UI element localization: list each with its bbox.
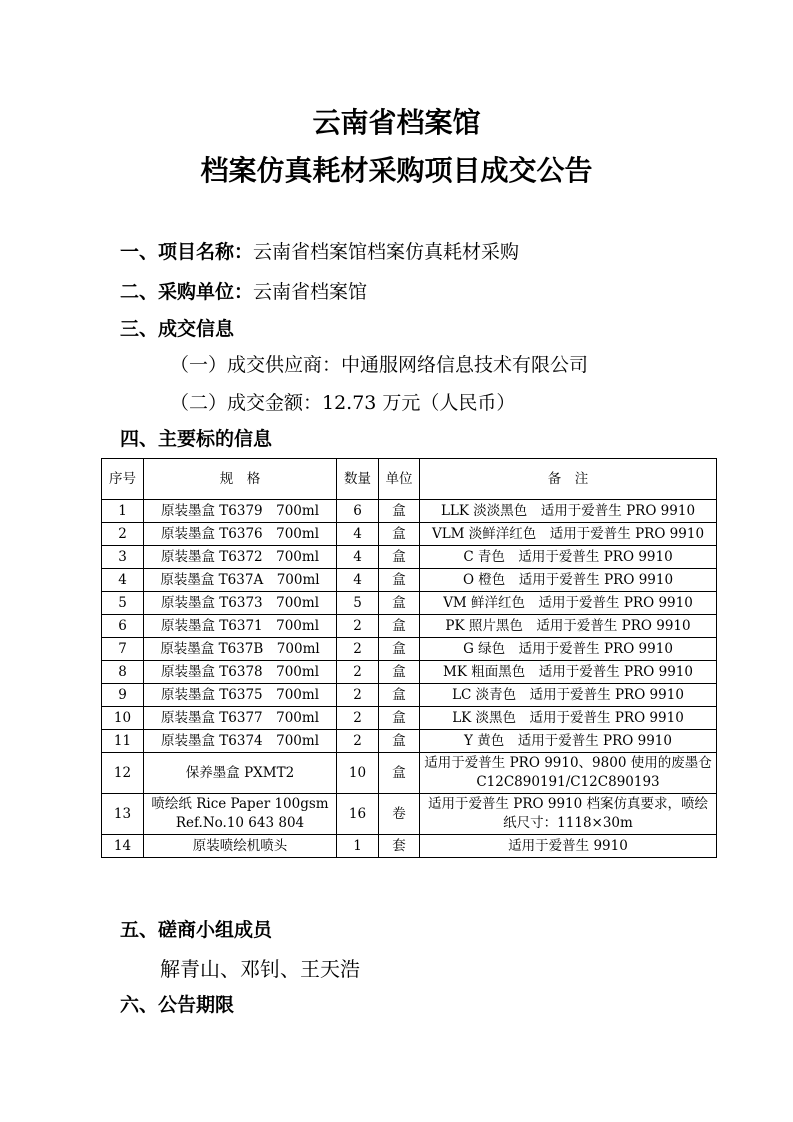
cell-no: 4 [102, 569, 144, 592]
header-qty: 数量 [337, 459, 379, 500]
section-heading: 五、磋商小组成员 [120, 919, 273, 941]
cell-no: 10 [102, 707, 144, 730]
cell-no: 3 [102, 546, 144, 569]
cell-qty: 4 [337, 523, 379, 546]
cell-note: Y 黄色 适用于爱普生 PRO 9910 [420, 730, 717, 753]
items-table [101, 458, 717, 858]
cell-spec: 原装墨盒 T6379 700ml [144, 500, 337, 523]
table-row [102, 523, 717, 546]
cell-qty: 2 [337, 684, 379, 707]
cell-no: 5 [102, 592, 144, 615]
cell-no: 6 [102, 615, 144, 638]
cell-unit: 盒 [379, 661, 420, 684]
page-title: 云南省档案馆 [312, 106, 481, 139]
section-deal-info [120, 317, 234, 341]
cell-spec: 原装墨盒 T637A 700ml [144, 569, 337, 592]
cell-unit: 盒 [379, 569, 420, 592]
cell-note: G 绿色 适用于爱普生 PRO 9910 [420, 638, 717, 661]
cell-qty: 10 [337, 753, 379, 794]
cell-no: 8 [102, 661, 144, 684]
cell-qty: 2 [337, 661, 379, 684]
table-row [102, 835, 717, 858]
cell-unit: 盒 [379, 615, 420, 638]
cell-spec: 原装墨盒 T6376 700ml [144, 523, 337, 546]
table-row [102, 638, 717, 661]
cell-note: 适用于爱普生 9910 [420, 835, 717, 858]
cell-qty: 4 [337, 569, 379, 592]
cell-spec: 原装墨盒 T6371 700ml [144, 615, 337, 638]
section-items [120, 427, 272, 451]
panel-members: 解青山、邓钊、王天浩 [160, 957, 360, 981]
cell-unit: 盒 [379, 707, 420, 730]
table-row [102, 661, 717, 684]
cell-unit: 卷 [379, 794, 420, 835]
table-row [102, 730, 717, 753]
section-value: 云南省档案馆档案仿真耗材采购 [253, 241, 520, 263]
cell-no: 11 [102, 730, 144, 753]
cell-note: 适用于爱普生 PRO 9910、9800 使用的废墨仓 C12C890191/C12C890193 [420, 753, 717, 794]
cell-spec: 原装墨盒 T6375 700ml [144, 684, 337, 707]
header-unit: 单位 [379, 459, 420, 500]
cell-note: 适用于爱普生 PRO 9910 档案仿真要求，喷绘纸尺寸：1118×30m [420, 794, 717, 835]
cell-no: 2 [102, 523, 144, 546]
header-no: 序号 [102, 459, 144, 500]
table-row [102, 707, 717, 730]
cell-spec: 原装墨盒 T6377 700ml [144, 707, 337, 730]
page-subtitle: 档案仿真耗材采购项目成交公告 [200, 154, 593, 187]
cell-qty: 6 [337, 500, 379, 523]
section-value: 云南省档案馆 [253, 281, 368, 303]
cell-qty: 2 [337, 638, 379, 661]
cell-no: 13 [102, 794, 144, 835]
cell-unit: 盒 [379, 753, 420, 794]
header-note: 备 注 [420, 459, 717, 500]
table-row [102, 592, 717, 615]
cell-note: LK 淡黑色 适用于爱普生 PRO 9910 [420, 707, 717, 730]
cell-spec: 原装喷绘机喷头 [144, 835, 337, 858]
table-row [102, 684, 717, 707]
cell-qty: 2 [337, 707, 379, 730]
cell-qty: 1 [337, 835, 379, 858]
cell-note: C 青色 适用于爱普生 PRO 9910 [420, 546, 717, 569]
cell-unit: 套 [379, 835, 420, 858]
cell-spec: 保养墨盒 PXMT2 [144, 753, 337, 794]
table-row [102, 794, 717, 835]
cell-qty: 16 [337, 794, 379, 835]
cell-note: LLK 淡淡黑色 适用于爱普生 PRO 9910 [420, 500, 717, 523]
table-row [102, 615, 717, 638]
cell-unit: 盒 [379, 523, 420, 546]
table-header-row [102, 459, 717, 500]
supplier-line: （一）成交供应商：中通服网络信息技术有限公司 [170, 354, 589, 376]
cell-unit: 盒 [379, 546, 420, 569]
section-heading: 六、公告期限 [120, 994, 235, 1016]
cell-unit: 盒 [379, 638, 420, 661]
cell-no: 12 [102, 753, 144, 794]
cell-qty: 2 [337, 615, 379, 638]
cell-unit: 盒 [379, 684, 420, 707]
section-purchaser [120, 280, 367, 304]
cell-spec: 原装墨盒 T6373 700ml [144, 592, 337, 615]
cell-no: 7 [102, 638, 144, 661]
cell-spec: 原装墨盒 T6378 700ml [144, 661, 337, 684]
table-row [102, 500, 717, 523]
cell-spec: 原装墨盒 T6372 700ml [144, 546, 337, 569]
cell-no: 14 [102, 835, 144, 858]
section-heading: 一、项目名称： [120, 241, 254, 263]
cell-note: PK 照片黑色 适用于爱普生 PRO 9910 [420, 615, 717, 638]
table-row [102, 569, 717, 592]
cell-unit: 盒 [379, 730, 420, 753]
amount-line: （二）成交金额：12.73 万元（人民币） [170, 392, 516, 414]
section-period [120, 993, 234, 1017]
section-heading: 二、采购单位： [120, 281, 254, 303]
cell-note: VM 鲜洋红色 适用于爱普生 PRO 9910 [420, 592, 717, 615]
cell-unit: 盒 [379, 500, 420, 523]
cell-spec: 喷绘纸 Rice Paper 100gsm Ref.No.10 643 804 [144, 794, 337, 835]
cell-qty: 5 [337, 592, 379, 615]
cell-spec: 原装墨盒 T6374 700ml [144, 730, 337, 753]
cell-note: VLM 淡鲜洋红色 适用于爱普生 PRO 9910 [420, 523, 717, 546]
cell-qty: 4 [337, 546, 379, 569]
cell-note: MK 粗面黑色 适用于爱普生 PRO 9910 [420, 661, 717, 684]
cell-note: O 橙色 适用于爱普生 PRO 9910 [420, 569, 717, 592]
section-panel [120, 918, 272, 942]
cell-no: 9 [102, 684, 144, 707]
section-heading: 三、成交信息 [120, 318, 235, 340]
header-spec: 规 格 [144, 459, 337, 500]
table-row [102, 753, 717, 794]
section-project-name [120, 240, 519, 264]
table-row [102, 546, 717, 569]
cell-spec: 原装墨盒 T637B 700ml [144, 638, 337, 661]
cell-qty: 2 [337, 730, 379, 753]
cell-note: LC 淡青色 适用于爱普生 PRO 9910 [420, 684, 717, 707]
cell-unit: 盒 [379, 592, 420, 615]
section-heading: 四、主要标的信息 [120, 428, 273, 450]
cell-no: 1 [102, 500, 144, 523]
